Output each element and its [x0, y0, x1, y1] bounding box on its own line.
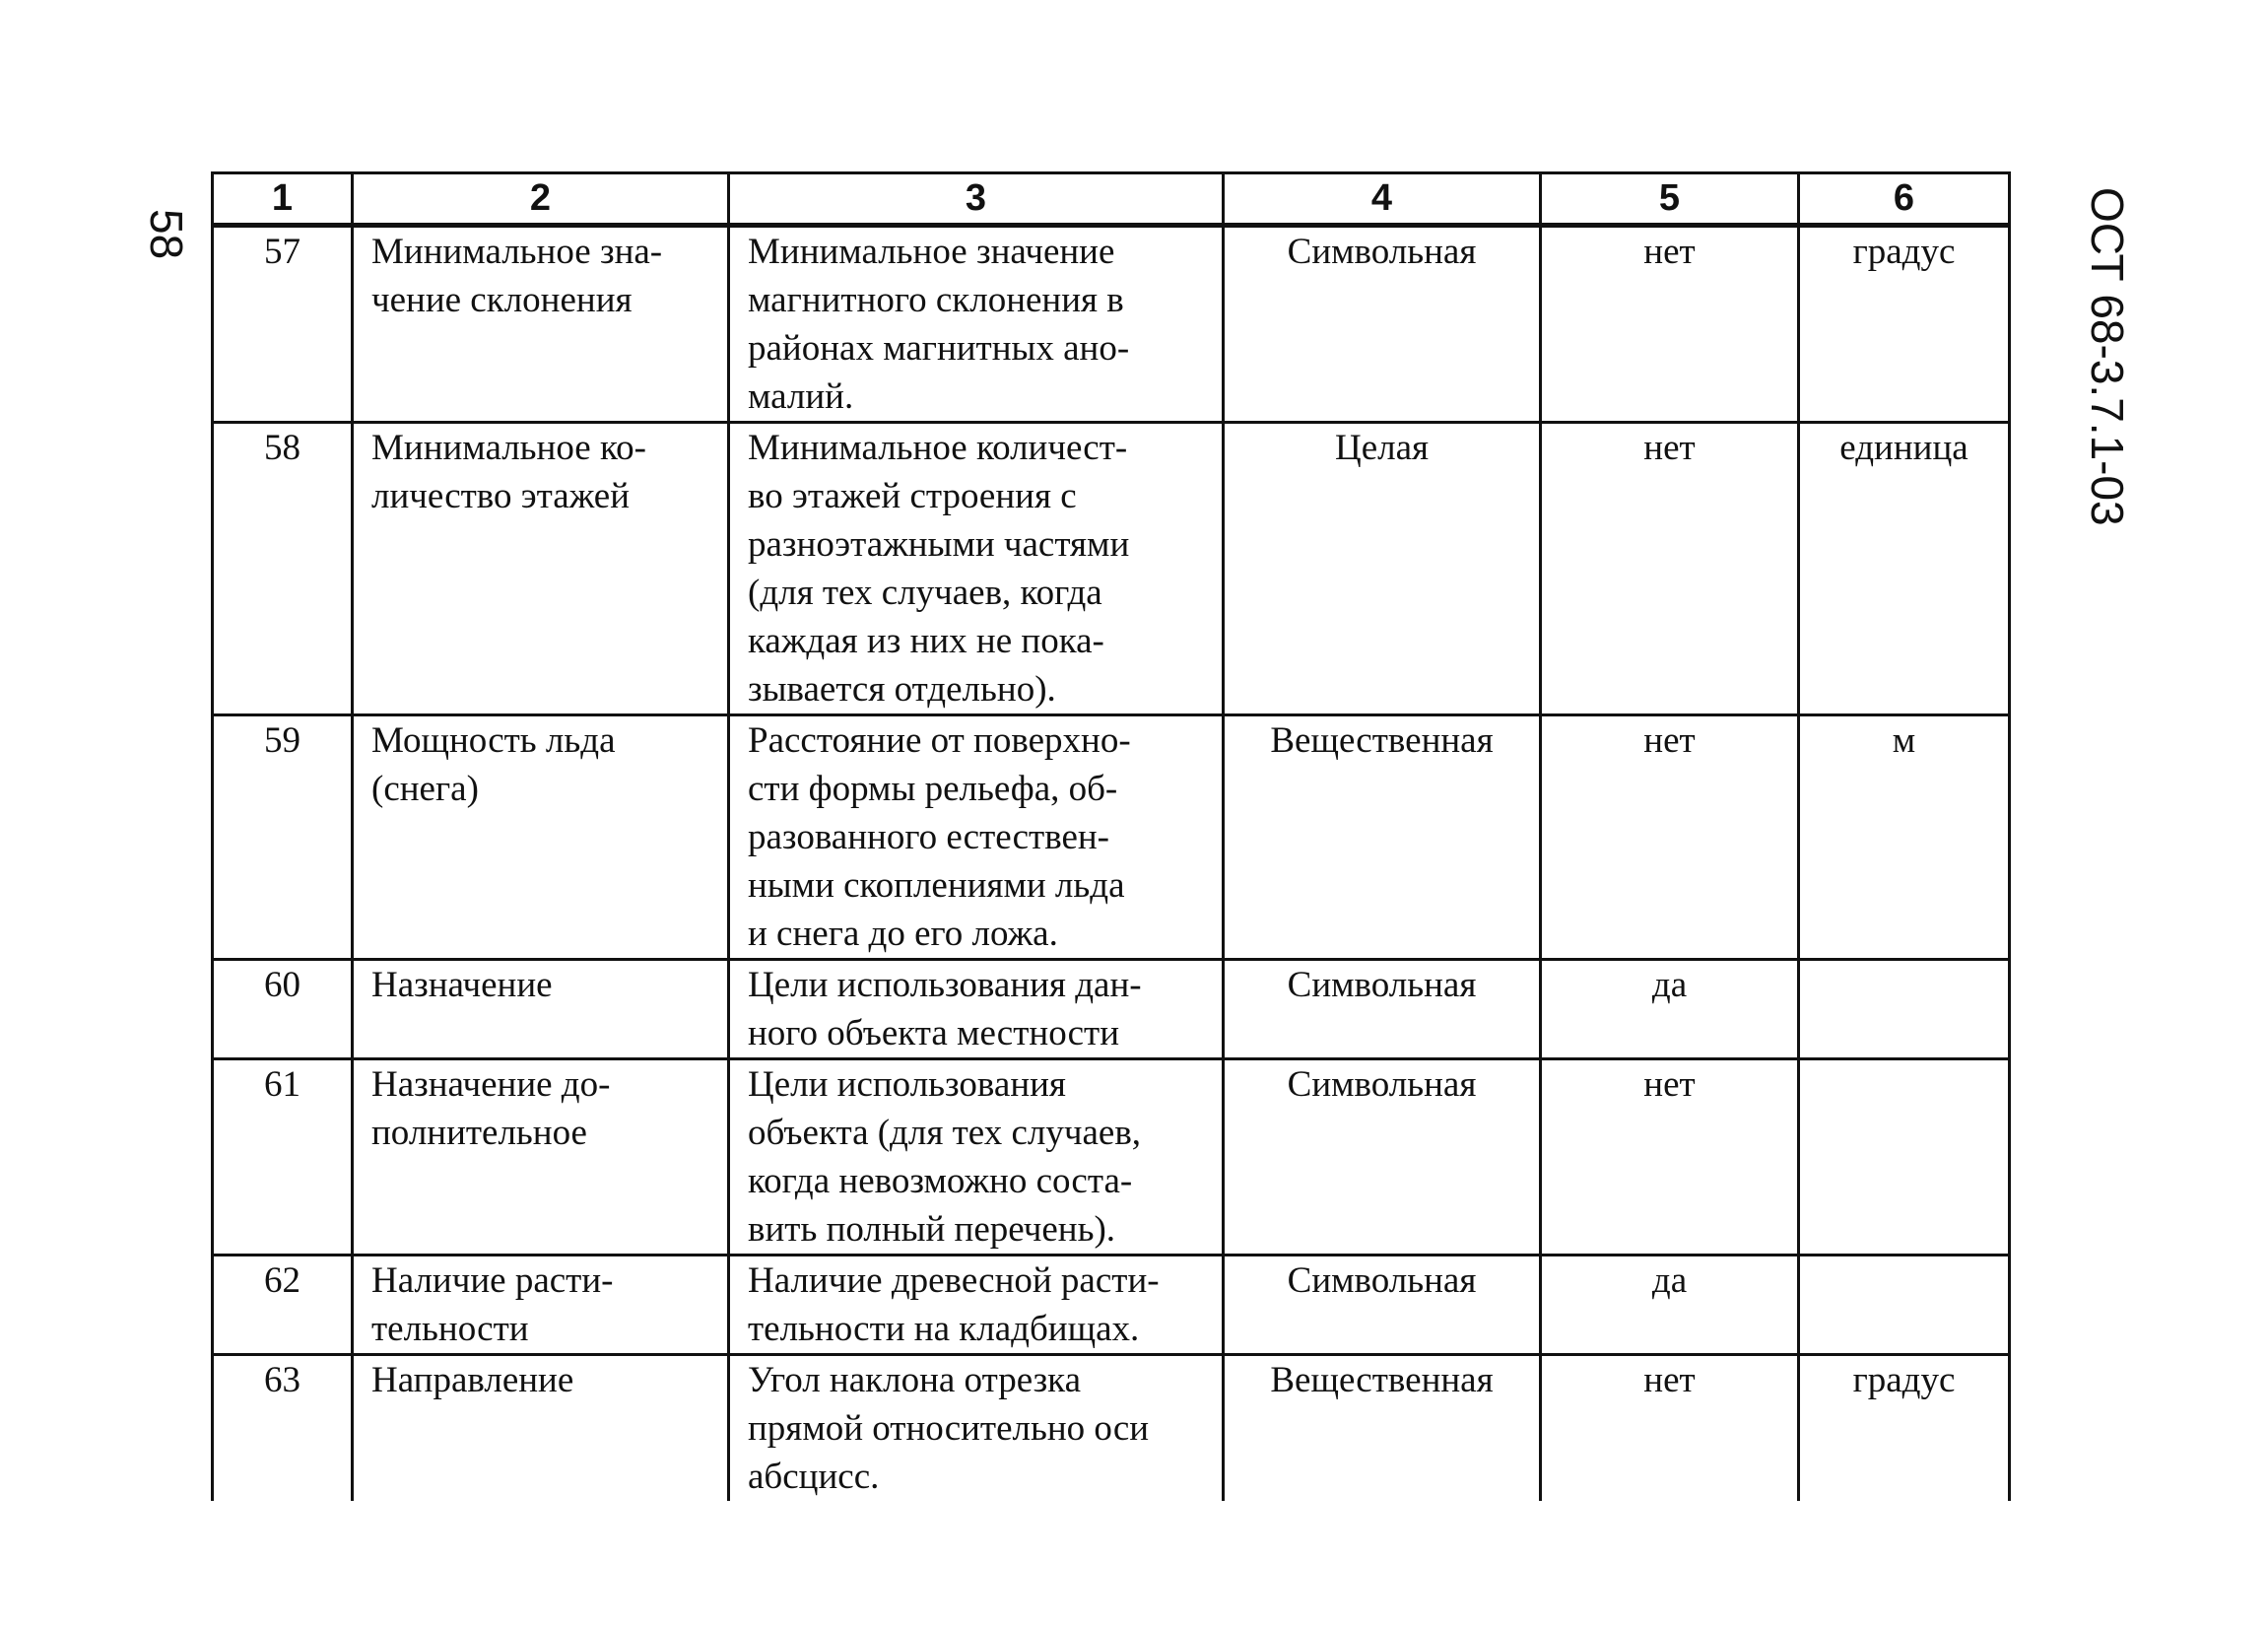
unit: градус [1799, 1355, 2010, 1502]
attribute-name: Минимальное ко- личество этажей [353, 423, 729, 715]
attribute-name: Назначение [353, 960, 729, 1059]
value-type: Целая [1224, 423, 1541, 715]
value-type: Символьная [1224, 1059, 1541, 1256]
standard-code: ОСТ 68-3.7.1-03 [2082, 187, 2133, 526]
page-number: 58 [141, 209, 192, 260]
unit: м [1799, 715, 2010, 960]
row-number: 59 [213, 715, 353, 960]
attribute-name: Мощность льда (снега) [353, 715, 729, 960]
required-flag: нет [1541, 1059, 1799, 1256]
required-flag: нет [1541, 1355, 1799, 1502]
unit [1799, 1059, 2010, 1256]
value-type: Вещественная [1224, 715, 1541, 960]
attribute-description: Расстояние от поверхно- сти формы рельефа, об- разованного естествен- ными скоплениями льда и снега до его ложа. [729, 715, 1224, 960]
row-number: 61 [213, 1059, 353, 1256]
table-row [213, 715, 2010, 960]
table-row [213, 1256, 2010, 1355]
attribute-description: Угол наклона отрезка прямой относительно оси абсцисс. [729, 1355, 1224, 1502]
column-header-6: 6 [1799, 173, 2010, 226]
row-number: 60 [213, 960, 353, 1059]
column-header-4: 4 [1224, 173, 1541, 226]
column-header-5: 5 [1541, 173, 1799, 226]
column-header-3: 3 [729, 173, 1224, 226]
attribute-description: Цели использования дан- ного объекта местности [729, 960, 1224, 1059]
row-number: 63 [213, 1355, 353, 1502]
table-row [213, 226, 2010, 423]
unit [1799, 1256, 2010, 1355]
table-row [213, 1355, 2010, 1502]
row-number: 62 [213, 1256, 353, 1355]
attribute-description: Минимальное значение магнитного склонения в районах магнитных ано- малий. [729, 226, 1224, 423]
value-type: Символьная [1224, 226, 1541, 423]
attribute-name: Направление [353, 1355, 729, 1502]
column-header-1: 1 [213, 173, 353, 226]
table-row [213, 423, 2010, 715]
attribute-description: Минимальное количест- во этажей строения с разноэтажными частями (для тех случаев, когда каждая из них не пока- зывается отдельно). [729, 423, 1224, 715]
attribute-name: Минимальное зна- чение склонения [353, 226, 729, 423]
attribute-name: Наличие расти- тельности [353, 1256, 729, 1355]
required-flag: нет [1541, 423, 1799, 715]
attribute-name: Назначение до- полнительное [353, 1059, 729, 1256]
attribute-description: Цели использования объекта (для тех случаев, когда невозможно соста- вить полный перечень). [729, 1059, 1224, 1256]
value-type: Символьная [1224, 1256, 1541, 1355]
required-flag: нет [1541, 715, 1799, 960]
required-flag: да [1541, 1256, 1799, 1355]
unit: единица [1799, 423, 2010, 715]
table-row [213, 1059, 2010, 1256]
row-number: 58 [213, 423, 353, 715]
required-flag: нет [1541, 226, 1799, 423]
required-flag: да [1541, 960, 1799, 1059]
row-number: 57 [213, 226, 353, 423]
column-header-2: 2 [353, 173, 729, 226]
unit [1799, 960, 2010, 1059]
value-type: Вещественная [1224, 1355, 1541, 1502]
table-row [213, 960, 2010, 1059]
unit: градус [1799, 226, 2010, 423]
attribute-description: Наличие древесной расти- тельности на кладбищах. [729, 1256, 1224, 1355]
header-row [213, 173, 2010, 226]
value-type: Символьная [1224, 960, 1541, 1059]
attribute-table [211, 171, 2011, 1501]
